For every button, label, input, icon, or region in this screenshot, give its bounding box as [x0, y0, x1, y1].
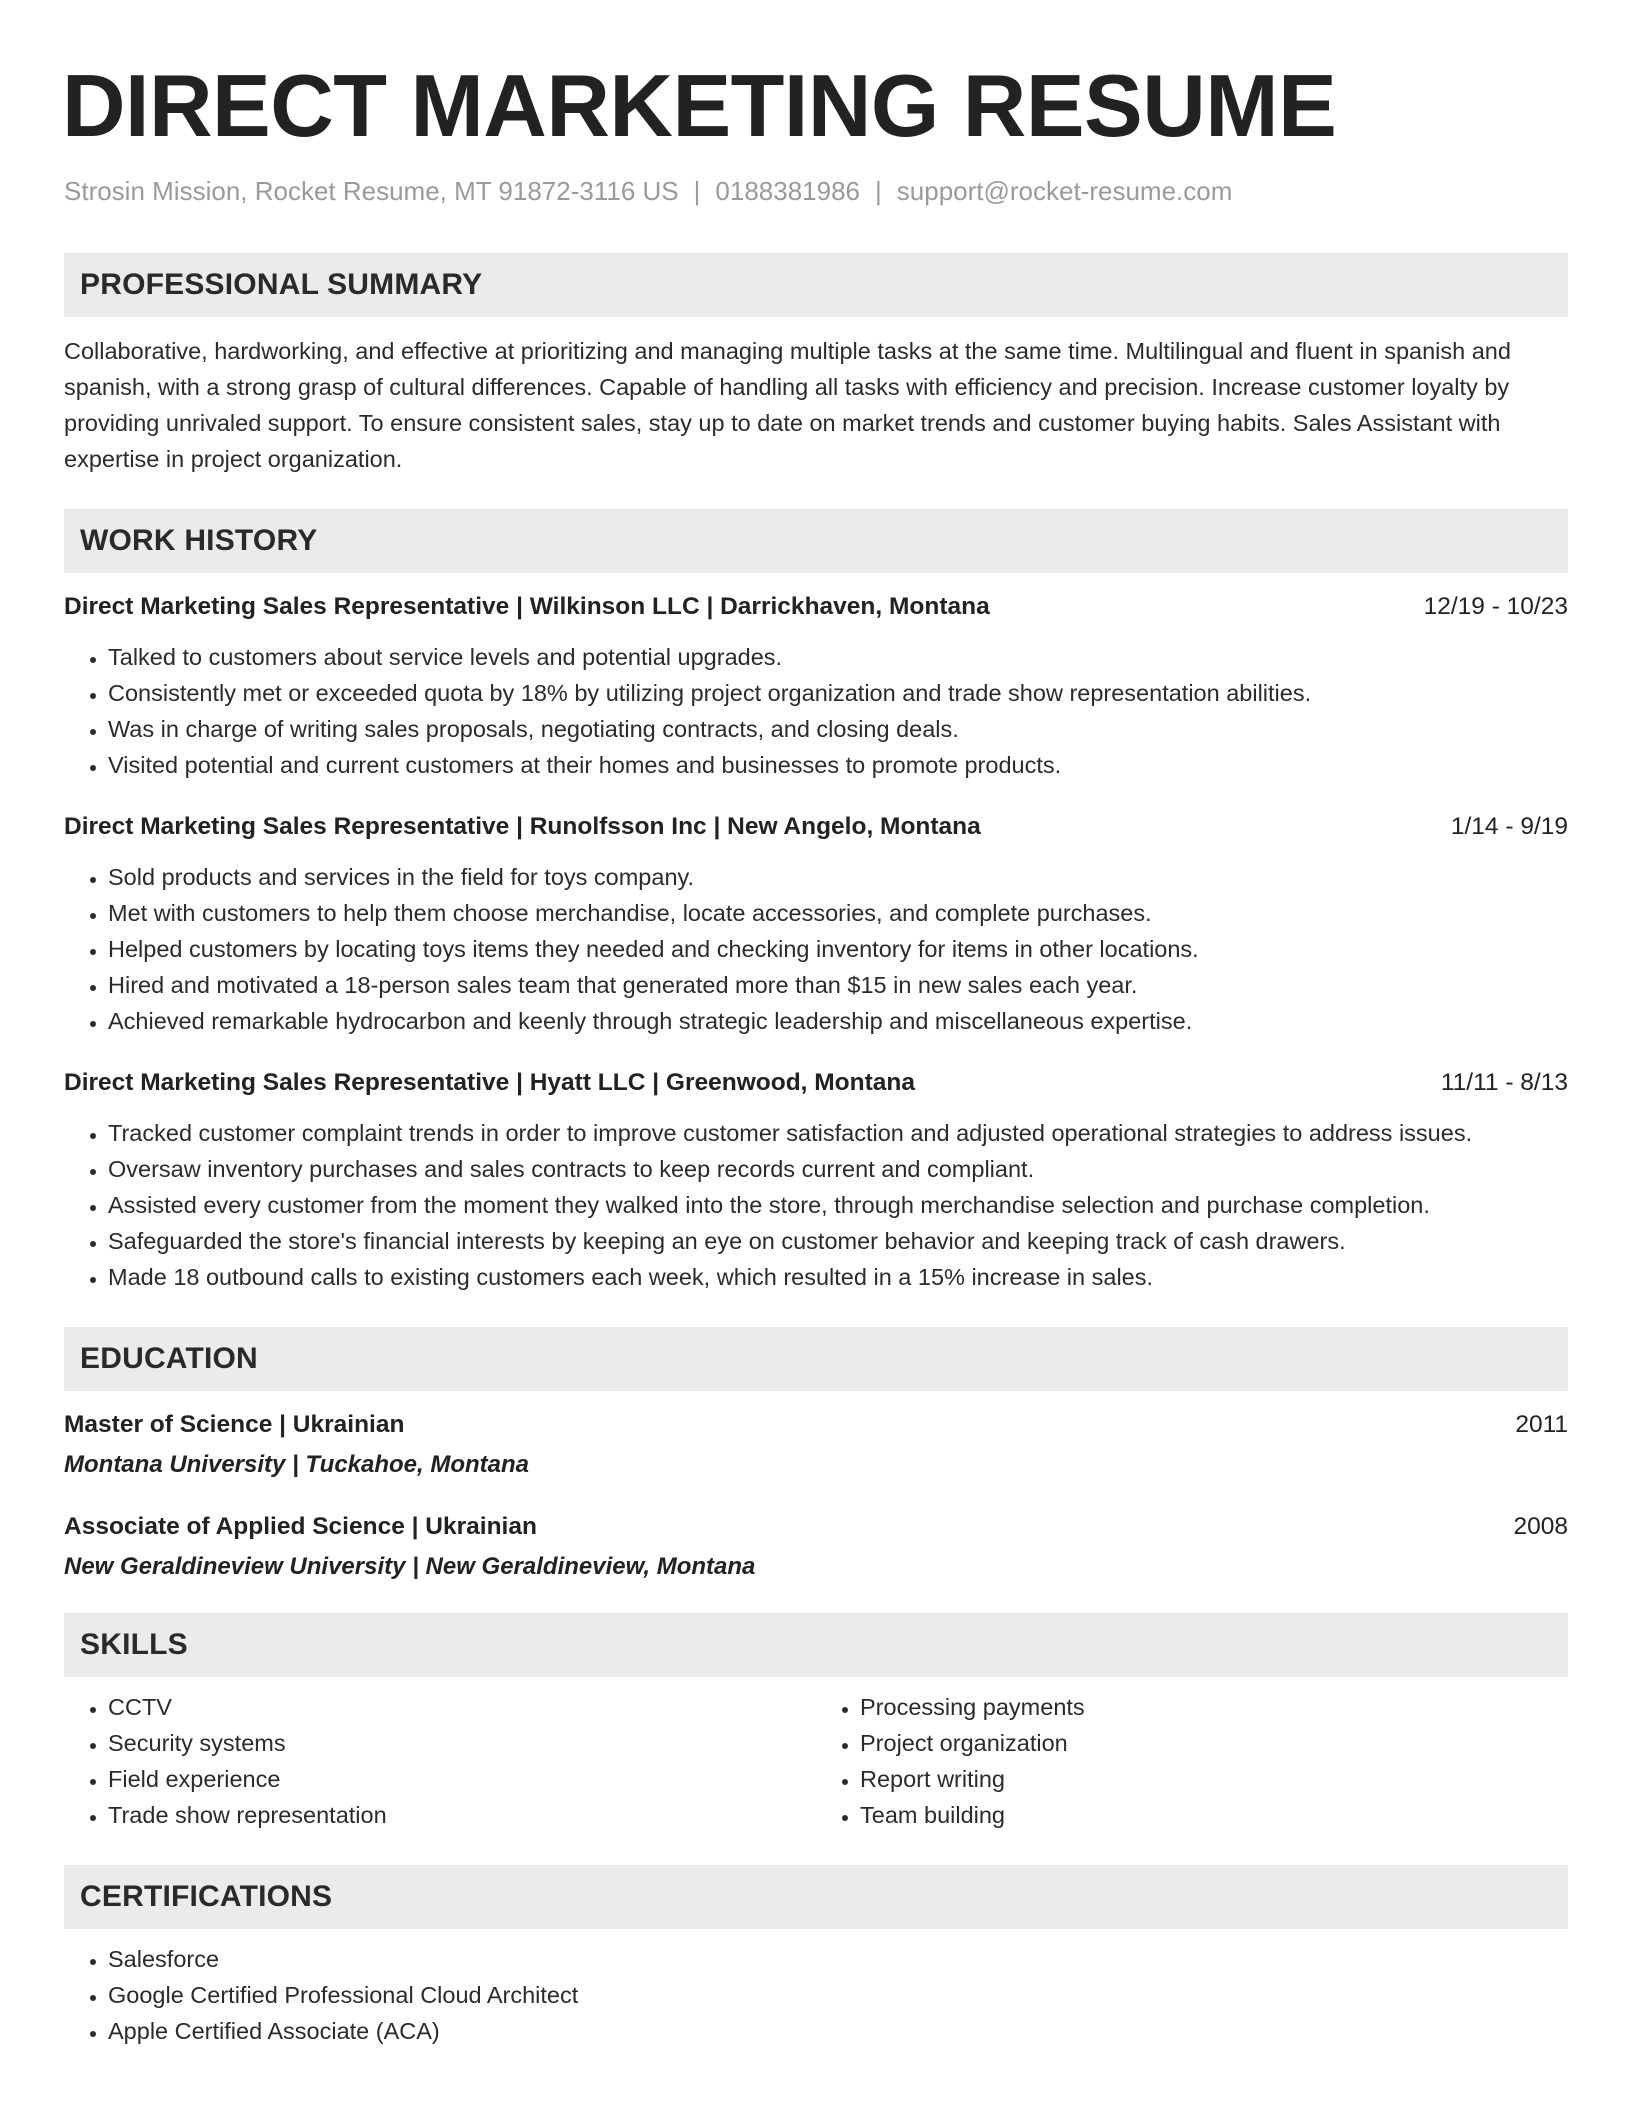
job-bullet: • Sold products and services in the field for toys company.: [108, 859, 1568, 895]
resume-title: DIRECT MARKETING RESUME: [62, 56, 1337, 155]
contact-phone: 0188381986: [715, 176, 861, 206]
contact-separator: |: [875, 176, 882, 206]
job-entry: [64, 1069, 1568, 1295]
job-bullet: • Was in charge of writing sales proposals, negotiating contracts, and closing deals.: [108, 711, 1568, 747]
job-bullet: • Talked to customers about service levels and potential upgrades.: [108, 639, 1568, 675]
certification-item: • Apple Certified Associate (ACA): [108, 2013, 1568, 2049]
job-bullet: • Met with customers to help them choose merchandise, locate accessories, and complete purchases.: [108, 895, 1568, 931]
skill-item: • Team building: [860, 1797, 1568, 1833]
job-title: Direct Marketing Sales Representative | Hyatt LLC | Greenwood, Montana: [64, 1069, 915, 1096]
job-bullet: • Assisted every customer from the moment they walked into the store, through merchandise selection and purchase completion.: [108, 1187, 1568, 1223]
job-dates: 11/11 - 8/13: [1440, 1069, 1568, 1096]
job-bullets: [64, 1115, 1568, 1295]
job-bullet: • Made 18 outbound calls to existing customers each week, which resulted in a 15% increase in sales.: [108, 1259, 1568, 1295]
education-header: [64, 1513, 1568, 1541]
section-heading-education: EDUCATION: [64, 1327, 1568, 1391]
skill-item: • Project organization: [860, 1725, 1568, 1761]
skill-item: • Processing payments: [860, 1689, 1568, 1725]
section-heading-certifications: CERTIFICATIONS: [64, 1865, 1568, 1929]
job-bullet: • Visited potential and current customers at their homes and businesses to promote products.: [108, 747, 1568, 783]
job-dates: 12/19 - 10/23: [1423, 593, 1568, 620]
job-header: [64, 1069, 1568, 1097]
job-entry: [64, 813, 1568, 1039]
job-dates: 1/14 - 9/19: [1450, 813, 1568, 840]
job-bullet: • Hired and motivated a 18-person sales team that generated more than $15 in new sales each year.: [108, 967, 1568, 1003]
job-title: Direct Marketing Sales Representative | Wilkinson LLC | Darrickhaven, Montana: [64, 593, 990, 620]
education-year: 2011: [1515, 1411, 1568, 1438]
skills-columns: [64, 1689, 1568, 1833]
certification-item: • Google Certified Professional Cloud Architect: [108, 1977, 1568, 2013]
certification-item: • Salesforce: [108, 1941, 1568, 1977]
section-heading-summary: PROFESSIONAL SUMMARY: [64, 253, 1568, 317]
education-year: 2008: [1513, 1513, 1568, 1540]
skills-list-left: [64, 1689, 816, 1833]
contact-separator: |: [693, 176, 701, 206]
skill-item: • Report writing: [860, 1761, 1568, 1797]
contact-line: [64, 176, 1568, 207]
section-heading-skills: SKILLS: [64, 1613, 1568, 1677]
job-bullet: • Safeguarded the store's financial interests by keeping an eye on customer behavior and keeping track of cash drawers.: [108, 1223, 1568, 1259]
job-header: [64, 813, 1568, 841]
job-bullet: • Helped customers by locating toys items they needed and checking inventory for items in other locations.: [108, 931, 1568, 967]
contact-email: support@rocket-resume.com: [896, 176, 1233, 206]
skills-list-right: [816, 1689, 1568, 1833]
certifications-list: [64, 1941, 1568, 2049]
job-bullet: • Consistently met or exceeded quota by 18% by utilizing project organization and trade show representation abilities.: [108, 675, 1568, 711]
job-bullets: [64, 639, 1568, 783]
job-title: Direct Marketing Sales Representative | Runolfsson Inc | New Angelo, Montana: [64, 813, 981, 840]
education-header: [64, 1411, 1568, 1439]
summary-text: Collaborative, hardworking, and effective at prioritizing and managing multiple tasks at the same time. Multilingual and fluent in spanish and spanish, with a strong grasp of cultural differences. Capable of handling all tasks with efficiency and precision. Increase customer loyalty by providing unrivaled support. To ensure consistent sales, stay up to date on market trends and customer buying habits. Sales Assistant with expertise in project organization.: [64, 338, 1511, 472]
skill-item: • CCTV: [108, 1689, 816, 1725]
education-degree: Master of Science | Ukrainian: [64, 1411, 405, 1438]
job-bullet: • Achieved remarkable hydrocarbon and keenly through strategic leadership and miscellaneous expertise.: [108, 1003, 1568, 1039]
education-degree: Associate of Applied Science | Ukrainian: [64, 1513, 537, 1540]
job-bullet: • Oversaw inventory purchases and sales contracts to keep records current and compliant.: [108, 1151, 1568, 1187]
job-header: [64, 593, 1568, 621]
skill-item: • Trade show representation: [108, 1797, 816, 1833]
skill-item: • Field experience: [108, 1761, 816, 1797]
job-entry: [64, 593, 1568, 783]
education-entry: [64, 1411, 1568, 1479]
education-entry: [64, 1513, 1568, 1581]
section-heading-work-history: WORK HISTORY: [64, 509, 1568, 573]
contact-address: Strosin Mission, Rocket Resume, MT 91872-3116 US: [64, 176, 679, 206]
job-bullets: [64, 859, 1568, 1039]
job-bullet: • Tracked customer complaint trends in order to improve customer satisfaction and adjusted operational strategies to address issues.: [108, 1115, 1568, 1151]
education-school: Montana University | Tuckahoe, Montana: [64, 1451, 530, 1478]
education-school: New Geraldineview University | New Geraldineview, Montana: [64, 1553, 756, 1580]
skill-item: • Security systems: [108, 1725, 816, 1761]
